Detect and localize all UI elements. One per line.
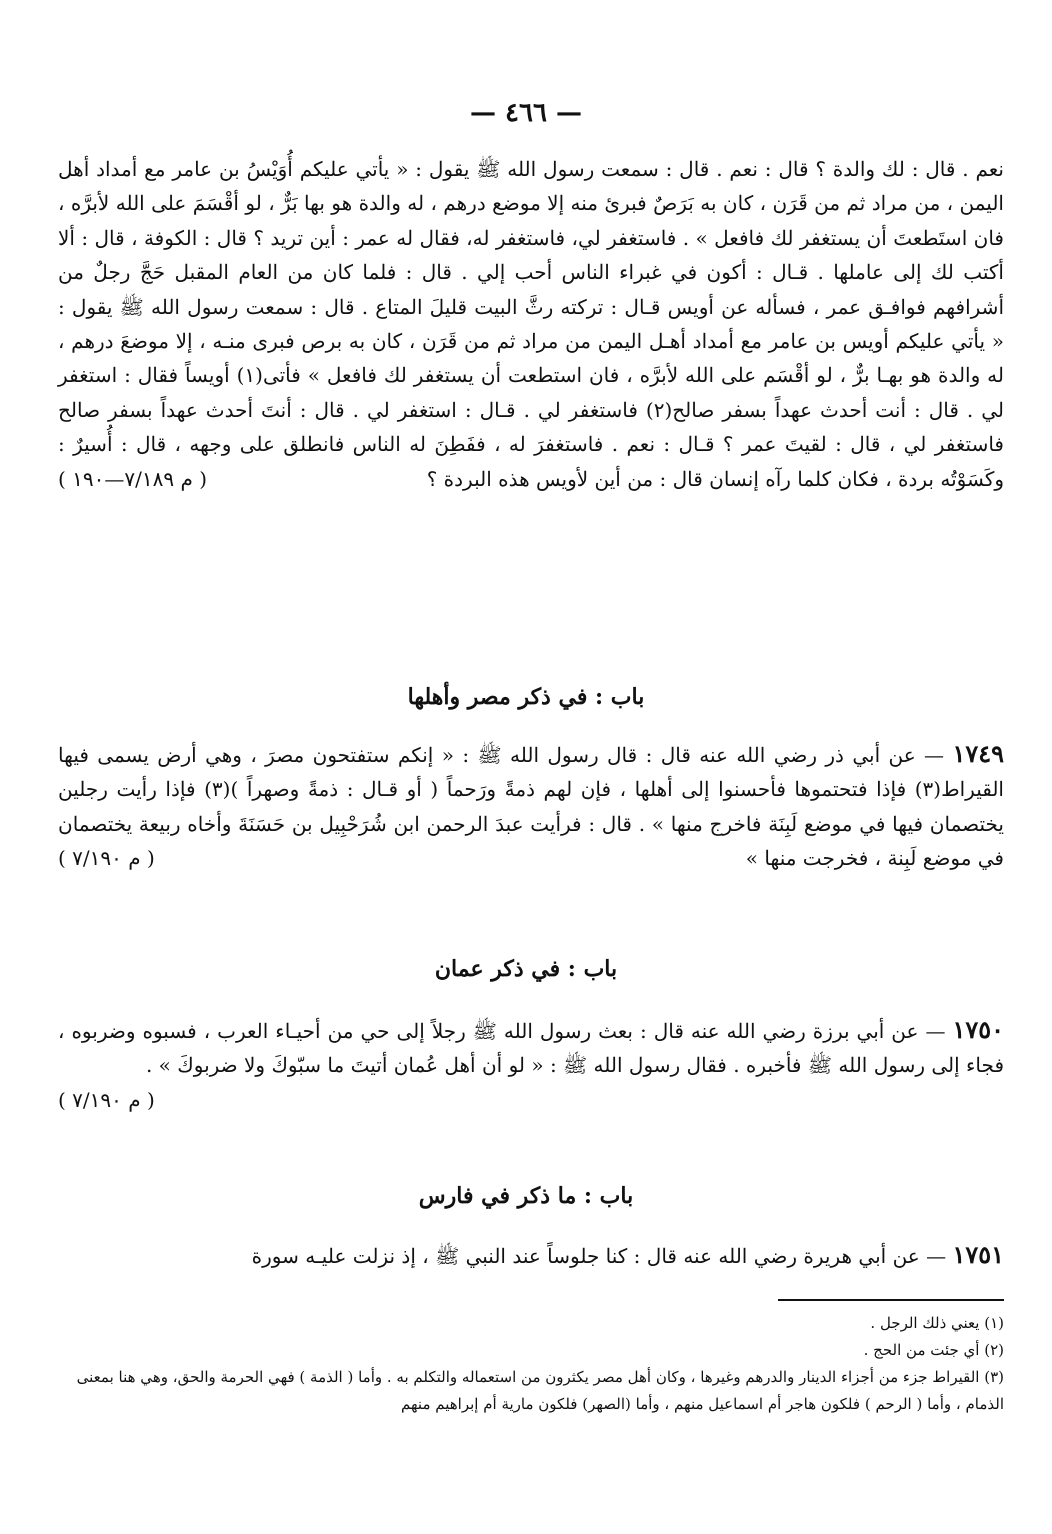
footnote-1: (١) يعني ذلك الرجل . (870, 1314, 1004, 1332)
chapter-heading-oman: باب : في ذكر عمان (434, 956, 618, 982)
source-reference: ( م ٧/١٩٠ ) (58, 846, 155, 871)
hadith-number: ١٧٤٩ (952, 739, 1004, 768)
footnote-2: (٢) أي جئت من الحج . (863, 1341, 1004, 1359)
hadith-1751 (58, 1238, 1004, 1273)
hadith-1749 (58, 737, 1004, 876)
source-reference: ( م ٧/١٩٠ ) (58, 1087, 155, 1112)
hadith-text: — عن أبي برزة رضي الله عنه قال : بعث رسول الله ﷺ رجلاً إلى حي من أحيـاء العرب ، فسبوه وضربوه ، فجاء إلى رسول الله ﷺ فأخبره . فقال رسول الله ﷺ : « لو أن أهل عُمان أتيتَ ما سبّوكَ ولا ضربوكَ » . (58, 1019, 1004, 1078)
page-number: — ٤٦٦ — (469, 98, 583, 128)
footnote-3: (٣) القيراط جزء من أجزاء الدينار والدرهم وغيرها ، وكان أهل مصر يكثرون من استعماله والتكلم به . وأما ( الذمة ) فهي الحرمة والحق، وهي هنا بمعنى الذمام ، وأما ( الرحم ) فلكون هاجر أم اسماعيل منهم ، وأما (الصهر) فلكون مارية أم إبراهيم منهم (76, 1368, 1004, 1413)
hadith-number: ١٧٥١ (952, 1240, 1004, 1269)
hadith-text: نعم . قال : لك والدة ؟ قال : نعم . قال : سمعت رسول الله ﷺ يقول : « يأتي عليكم أُوَيْسُ بن عامر مع أمداد أهل اليمن ، من مراد ثم من قَرَن ، كان به بَرَصٌ فبرئ منه إلا موضع درهم ، له والدة هو بها بَرٌّ ، لو أقْسَمَ على الله لأبرَّه ، فان استَطعتَ أن يستغفر لك فافعل » . فاستغفر لي، فاستغفر له، فقال له عمر : أين تريد ؟ قال : الكوفة ، قال : ألا أكتب لك إلى عاملها . قـال : أكون في غبراء الناس أحب إلي . قال : فلما كان من العام المقبل حَجَّ رجلٌ من أشرافهم فوافـق عمر ، فسأله عن أويس قـال : تركته رثَّ البيت قليلَ المتاع . قال : سمعت رسول الله ﷺ يقول : « يأتي عليكم أويس بن عامر مع أمداد أهـل اليمن من مراد ثم من قَرَن ، كان به برص فبرى منـه ، إلا موضعَ درهم ، له والدة هو بهـا برٌّ ، لو أقْسَم على الله لأبرَّه ، فان استطعت أن يستغفر لك فافعل » فأتى(١) أويساً فقال : استغفر لي . قال : أنت أحدث عهداً بسفر صالح(٢) فاستغفر لي . قـال : استغفر لي . قال : أنتَ أحدث عهداً بسفر صالح فاستغفر لي ، قال : لقيتَ عمر ؟ قـال : نعم . فاستغفرَ له ، ففَطِنَ له الناس فانطلق على وجهه ، قال : أُسيرٌ : وكَسَوْتُه بردة ، فكان كلما رآه إنسان قال : من أين لأويس هذه البردة ؟ (58, 157, 1004, 491)
chapter-heading-persia: باب : ما ذكر في فارس (418, 1183, 634, 1209)
hadith-1750 (58, 1013, 1004, 1117)
hadith-text: — عن أبي هريرة رضي الله عنه قال : كنا جلوساً عند النبي ﷺ ، إذ نزلت عليـه سورة (251, 1244, 947, 1268)
footnote-divider (778, 1299, 1004, 1301)
source-reference: ( م ٧/١٨٩—١٩٠ ) (58, 466, 208, 491)
hadith-number: ١٧٥٠ (952, 1015, 1004, 1044)
hadith-continuation (58, 152, 1004, 496)
chapter-heading-egypt: باب : في ذكر مصر وأهلها (407, 684, 645, 710)
footnotes (58, 1310, 1004, 1418)
hadith-text: — عن أبي ذر رضي الله عنه قال : قال رسول الله ﷺ : « إنكم ستفتحون مصرَ ، وهي أرض يسمى فيها القيراط(٣) فإذا فتحتموها فأحسنوا إلى أهلها ، فإن لهم ذمةً ورَحماً ( أو قـال : ذمةً وصهراً )(٣) فإذا رأيت رجلين يختصمان فيها في موضع لَبِنَة فاخرج منها » . قال : فرأيت عبدَ الرحمن ابن شُرَحْبِيل بن حَسَنَةَ وأخاه ربيعة يختصمان في موضع لَبِنة ، فخرجت منها » (58, 743, 1004, 871)
